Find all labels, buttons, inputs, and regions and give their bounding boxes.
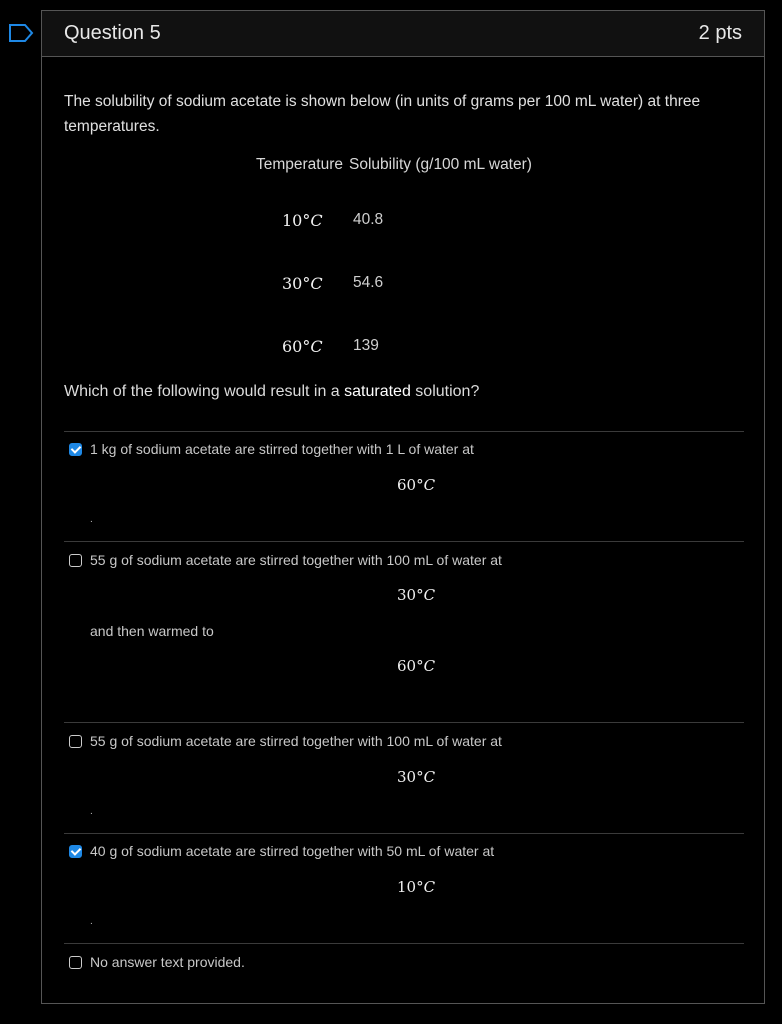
row-solubility: 139 (353, 337, 379, 354)
option-text: 55 g of sodium acetate are stirred together with 100 mL of water at (90, 733, 502, 749)
option-divider (64, 541, 744, 542)
question-title: Question 5 (64, 22, 161, 44)
answer-option-1[interactable] (69, 441, 474, 457)
row-temp: 30°C (282, 274, 323, 293)
question-points: 2 pts (698, 22, 742, 44)
option-temperature: 30°C (397, 768, 436, 786)
question-card (41, 10, 765, 1004)
solubility-table (256, 156, 576, 356)
checkbox-unchecked[interactable] (69, 956, 82, 969)
question-stem: The solubility of sodium acetate is shown below (in units of grams per 100 mL water) at three temperatures. (64, 93, 701, 135)
option-text: No answer text provided. (90, 954, 245, 970)
option-text: 40 g of sodium acetate are stirred together with 50 mL of water at (90, 843, 495, 859)
option-divider (64, 431, 744, 432)
answer-option-5[interactable] (69, 954, 245, 970)
option-subtext: and then warmed to (90, 623, 214, 639)
checkbox-checked[interactable] (69, 443, 82, 456)
option-tail: . (90, 916, 93, 927)
option-temperature: 30°C (397, 586, 436, 604)
col-solubility: Solubility (g/100 mL water) (349, 156, 532, 173)
option-temperature: 60°C (397, 657, 436, 675)
option-text: 55 g of sodium acetate are stirred together with 100 mL of water at (90, 552, 502, 568)
option-tail: . (90, 514, 93, 525)
option-divider (64, 943, 744, 944)
row-solubility: 54.6 (353, 274, 384, 291)
answer-option-3[interactable] (69, 733, 502, 749)
row-temp: 60°C (282, 337, 323, 356)
col-temperature: Temperature (256, 156, 344, 173)
row-temp: 10°C (282, 211, 323, 230)
option-tail: . (90, 806, 93, 817)
option-divider (64, 722, 744, 723)
option-divider (64, 833, 744, 834)
option-text: 1 kg of sodium acetate are stirred together with 1 L of water at (90, 441, 474, 457)
question-header (42, 11, 764, 57)
bookmark-flag-icon[interactable] (8, 22, 36, 44)
answer-option-4[interactable] (69, 843, 494, 859)
option-temperature: 60°C (397, 476, 436, 494)
checkbox-checked[interactable] (69, 845, 82, 858)
row-solubility: 40.8 (353, 211, 384, 228)
table-header (256, 156, 576, 178)
checkbox-unchecked[interactable] (69, 554, 82, 567)
option-temperature: 10°C (397, 878, 436, 896)
answer-option-2[interactable] (69, 552, 502, 568)
question-prompt: Which of the following would result in a saturated solution? (64, 383, 480, 400)
checkbox-unchecked[interactable] (69, 735, 82, 748)
